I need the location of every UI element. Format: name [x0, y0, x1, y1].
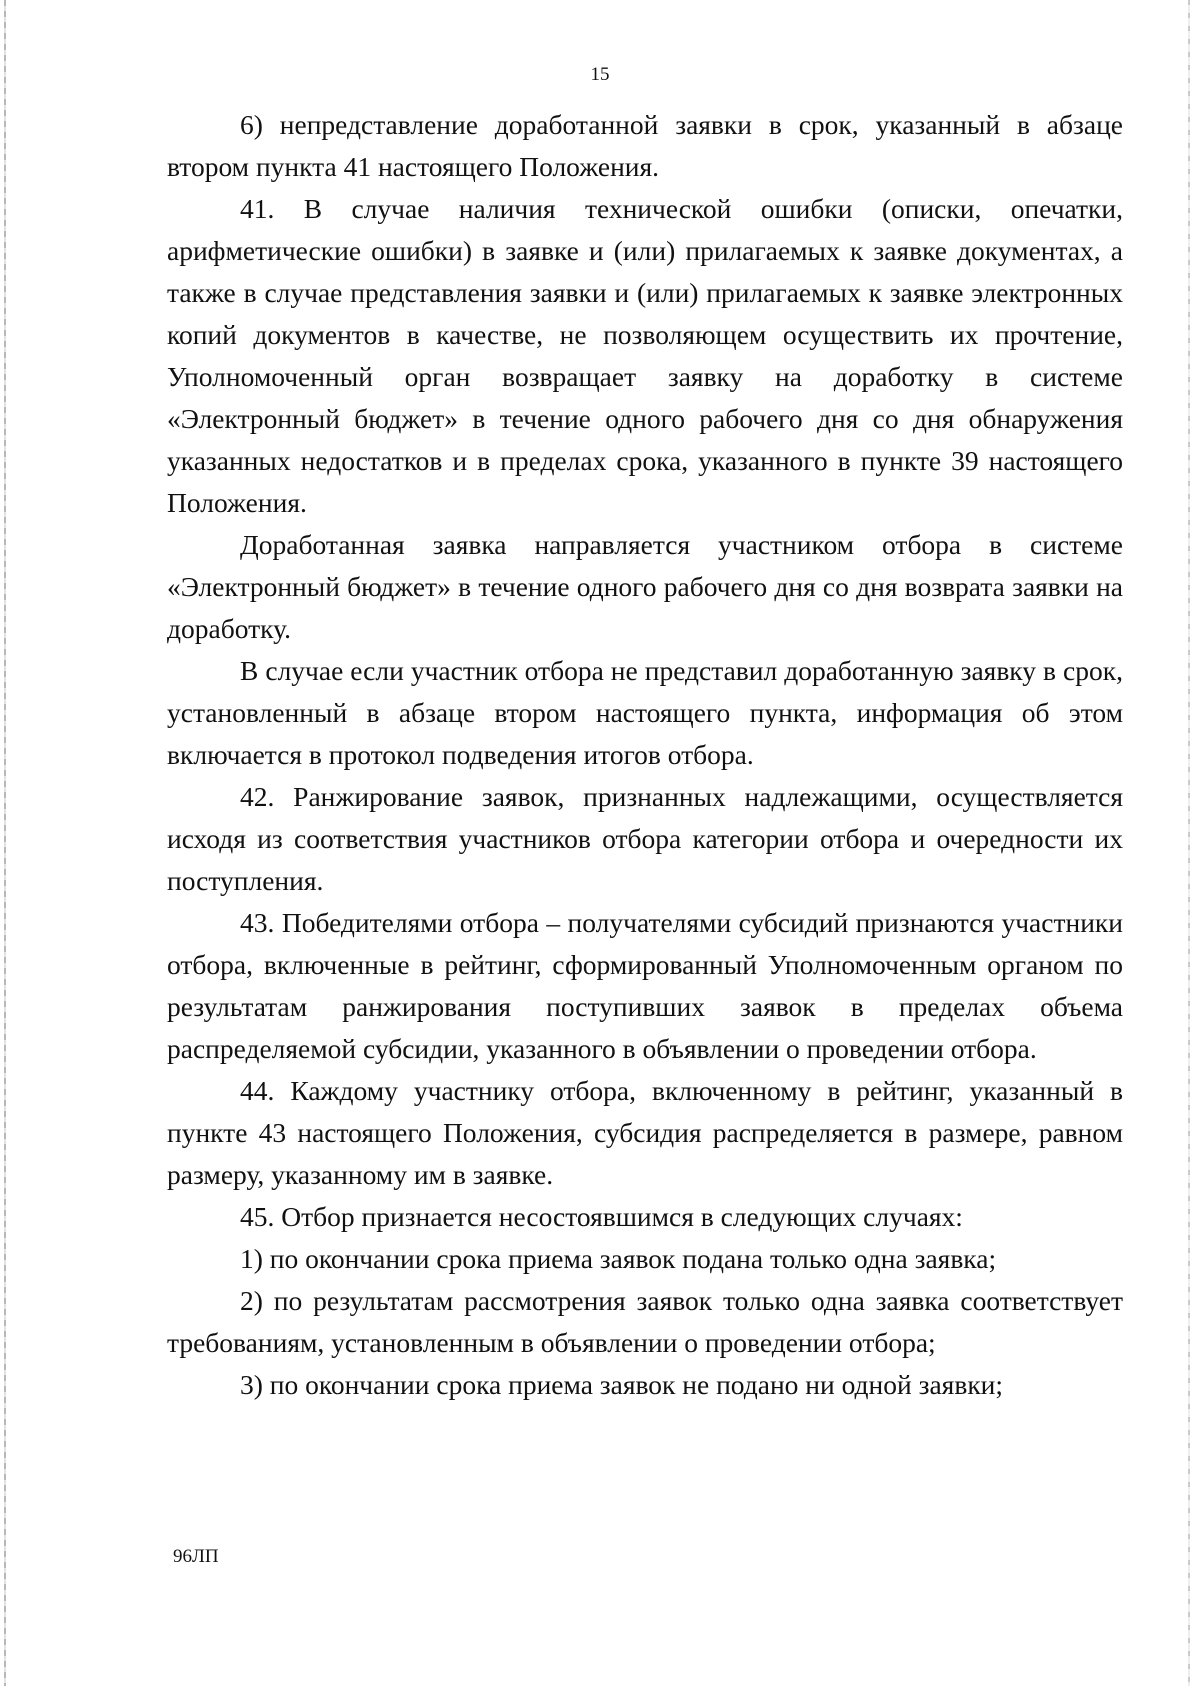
page-number: 15	[590, 64, 610, 85]
paragraph-clause-43: 43. Победителями отбора – получателями субсидий признаются участники отбора, включенные в рейтинг, сформированный Уполномоченным органом по результатам ранжирования поступивших заявок в пределах объема распределяемой субсидии, указанного в объявлении о проведении отбора.	[167, 907, 1123, 1064]
document-body	[167, 104, 1123, 1406]
paragraph-clause-45: 45. Отбор признается несостоявшимся в следующих случаях:	[240, 1201, 963, 1232]
paragraph-clause-41: 41. В случае наличия технической ошибки (описки, опечатки, арифметические ошибки) в заявке и (или) прилагаемых к заявке документах, а также в случае представления заявки и (или) прилагаемых к заявке электронных копий документов в качестве, не позволяющем осуществить их прочтение, Уполномоченный орган возвращает заявку на доработку в системе «Электронный бюджет» в течение одного рабочего дня со дня обнаружения указанных недостатков и в пределах срока, указанного в пункте 39 настоящего Положения.	[167, 193, 1123, 518]
paragraph-clause-44: 44. Каждому участнику отбора, включенному в рейтинг, указанный в пункте 43 настоящего Положения, субсидия распределяется в размере, равном размеру, указанному им в заявке.	[167, 1075, 1123, 1190]
paragraph-clause-41-missed-deadline: В случае если участник отбора не представил доработанную заявку в срок, установленный в абзаце втором настоящего пункта, информация об этом включается в протокол подведения итогов отбора.	[167, 655, 1123, 770]
scan-edge-right	[1188, 0, 1190, 1686]
paragraph-item-6: 6) непредставление доработанной заявки в срок, указанный в абзаце втором пункта 41 настоящего Положения.	[167, 109, 1123, 182]
paragraph-clause-45-item-2: 2) по результатам рассмотрения заявок только одна заявка соответствует требованиям, установленным в объявлении о проведении отбора;	[167, 1285, 1123, 1358]
paragraph-clause-45-item-1: 1) по окончании срока приема заявок подана только одна заявка;	[240, 1243, 997, 1274]
scan-edge-left	[4, 0, 6, 1686]
paragraph-clause-45-item-3: 3) по окончании срока приема заявок не подано ни одной заявки;	[240, 1369, 1004, 1400]
footer-document-code: 96ЛП	[173, 1546, 219, 1567]
paragraph-clause-41-revised-application: Доработанная заявка направляется участником отбора в системе «Электронный бюджет» в течение одного рабочего дня со дня возврата заявки на доработку.	[167, 529, 1123, 644]
paragraph-clause-42: 42. Ранжирование заявок, признанных надлежащими, осуществляется исходя из соответствия участников отбора категории отбора и очередности их поступления.	[167, 781, 1123, 896]
